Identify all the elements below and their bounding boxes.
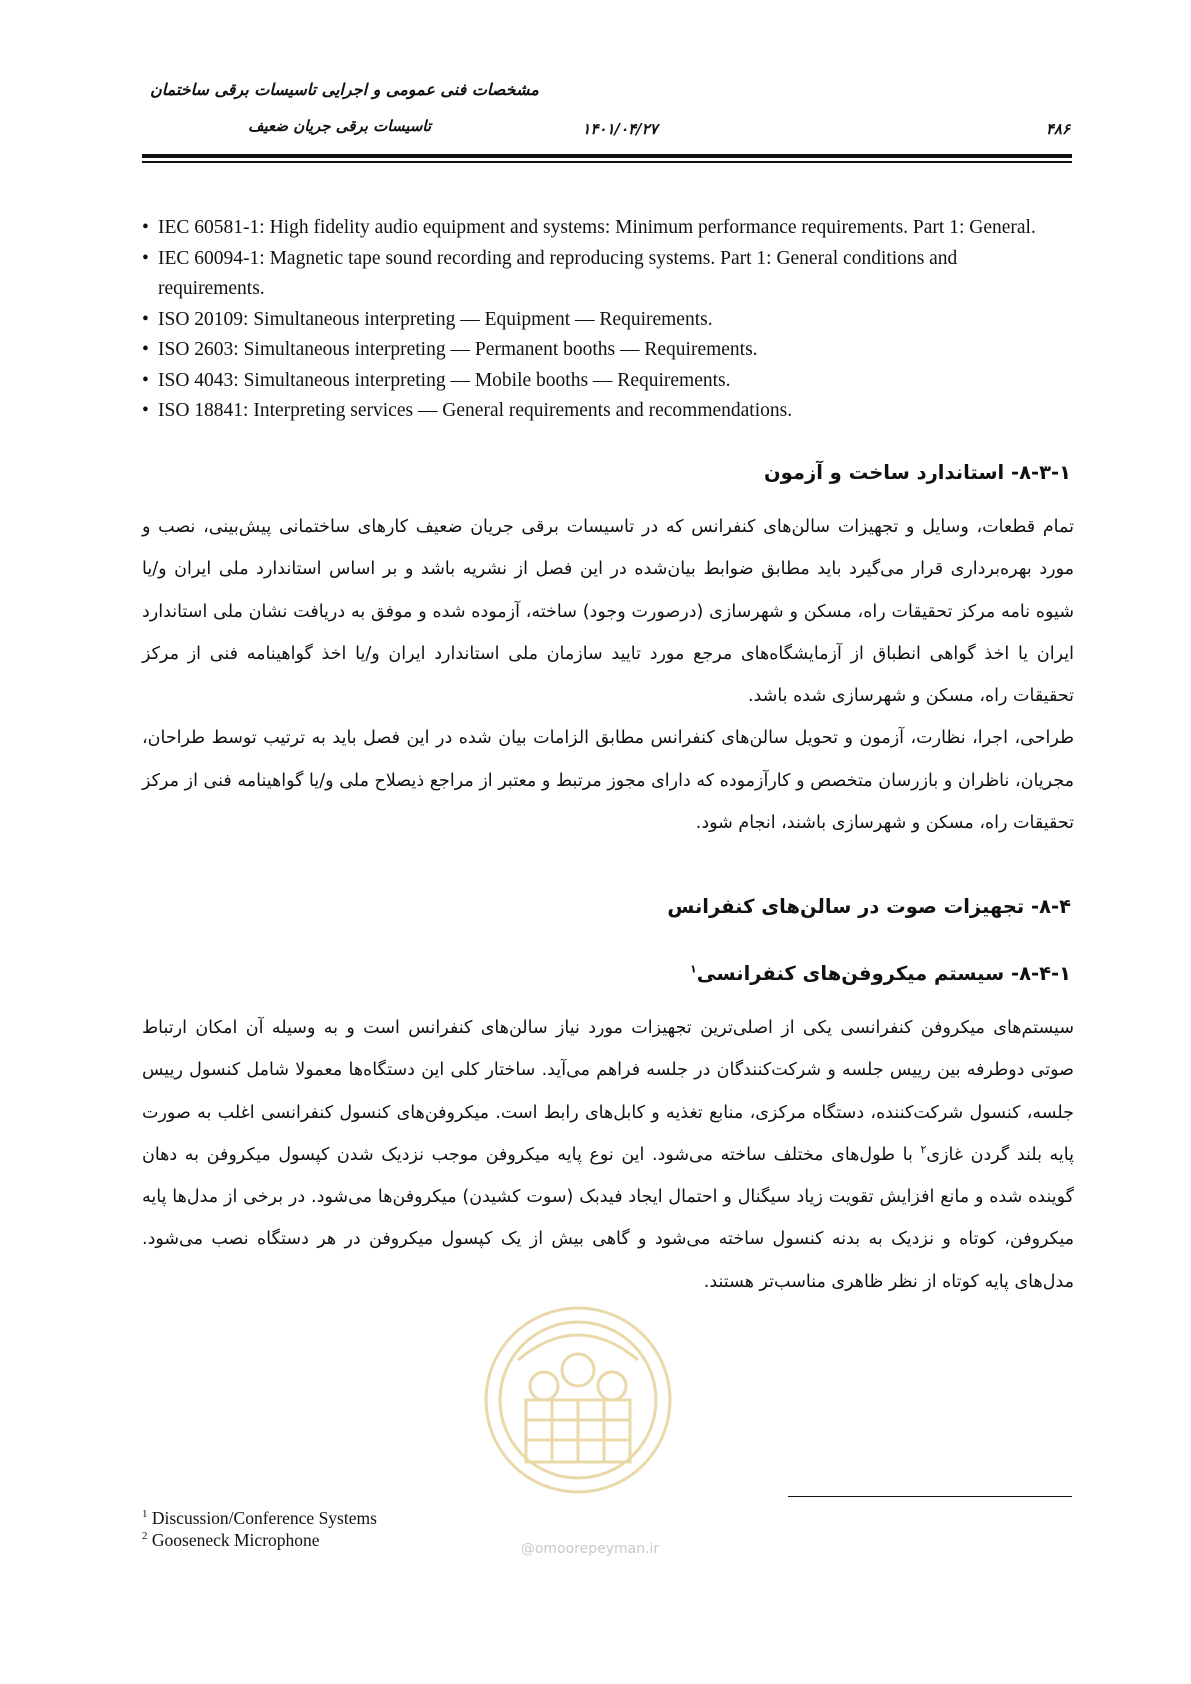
section-heading-8-4: ۸-۴- تجهیزات صوت در سالن‌های کنفرانس	[667, 895, 1071, 918]
reference-item: • ISO 2603: Simultaneous interpreting — Permanent booths — Requirements.	[142, 335, 1062, 366]
footnote-marker: ۱	[689, 962, 697, 976]
reference-item: • ISO 4043: Simultaneous interpreting — Mobile booths — Requirements.	[142, 366, 1062, 397]
footnote-number: 1	[142, 1508, 148, 1521]
header-rule-thick	[142, 154, 1072, 158]
watermark-text: @omoorepeyman.ir	[520, 1541, 660, 1557]
header-date: ۱۴۰۱/۰۴/۲۷	[582, 120, 658, 138]
running-header-title: مشخصات فنی عمومی و اجرایی تاسیسات برقی ساختمان	[150, 80, 539, 99]
footnote-text: Gooseneck Microphone	[151, 1530, 320, 1550]
footnote-number: 2	[142, 1530, 148, 1543]
reference-item: • IEC 60581-1: High fidelity audio equipment and systems: Minimum performance requirements. Part 1: General.	[142, 213, 1062, 244]
heading-text: ۸-۴-۱- سیستم میکروفن‌های کنفرانسی	[696, 962, 1071, 985]
paragraph-text: با طول‌های مختلف ساخته می‌شود. این نوع پایه میکروفن موجب نزدیک شدن کپسول میکروفن به دهان گوینده شده و مانع افزایش تقویت زیاد سیگنال و احتمال ایجاد فیدبک (سوت کشیدن) میکروفن‌ها می‌شود. در برخی از مدل‌ها پایه میکروفن، کوتاه و نزدیک به بدنه کنسول ساخته می‌شود و گاهی بیش از یک کپسول میکروفن در هر دستگاه نصب می‌شود. مدل‌های پایه کوتاه از نظر ظاهری مناسب‌تر هستند.	[142, 1144, 1074, 1292]
footnote-text: Discussion/Conference Systems	[151, 1508, 377, 1528]
section-8-3-1-body	[142, 506, 1074, 844]
paragraph-text: سیستم‌های میکروفن کنفرانسی یکی از اصلی‌ترین تجهیزات مورد نیاز سالن‌های کنفرانس است و به وسیله آن امکان ارتباط صوتی دوطرفه بین رییس جلسه و شرکت‌کنندگان در جلسه فراهم می‌آید. ساختار کلی این دستگاه‌ها معمولا شامل کنسول رییس جلسه، کنسول شرکت‌کننده، دستگاه مرکزی، منابع تغذیه و کابل‌های رابط است. میکروفن‌های کنسول کنفرانسی اغلب به صورت پایه بلند گردن غازی	[142, 1018, 1074, 1165]
paragraph: طراحی، اجرا، نظارت، آزمون و تحویل سالن‌های کنفرانس مطابق الزامات بیان شده در این فصل باید به ترتیب توسط طراحان، مجریان، ناظران و بازرسان متخصص و کارآزموده که دارای مجوز مرتبط و معتبر از مراجع ذیصلاح ملی و/یا گواهینامه فنی از مرکز تحقیقات راه، مسکن و شهرسازی باشند، انجام شود.	[142, 728, 1074, 834]
reference-item: • ISO 20109: Simultaneous interpreting — Equipment — Requirements.	[142, 305, 1062, 336]
page-number: ۴۸۶	[1045, 120, 1070, 138]
footnote-separator	[788, 1496, 1072, 1497]
reference-list	[142, 213, 1062, 427]
section-8-4-1-body	[142, 1007, 1074, 1303]
running-header-subtitle: تاسیسات برقی جریان ضعیف	[248, 117, 432, 135]
watermark-seal-icon	[478, 1290, 678, 1530]
paragraph	[142, 1007, 1074, 1303]
reference-item: • IEC 60094-1: Magnetic tape sound recording and reproducing systems. Part 1: General conditions and requirements.	[142, 244, 1062, 305]
footnote	[142, 1529, 742, 1551]
paragraph: تمام قطعات، وسایل و تجهیزات سالن‌های کنفرانس که در تاسیسات برقی جریان ضعیف کارهای ساختمانی پیش‌بینی، نصب و مورد بهره‌برداری قرار می‌گیرد باید مطابق ضوابط بیان‌شده در این فصل از نشریه باشد و بر اساس استاندارد ملی ایران و/یا شیوه نامه مرکز تحقیقات راه، مسکن و شهرسازی (درصورت وجود) ساخته، آزموده شده و موفق به دریافت نشان ملی استاندارد ایران یا اخذ گواهی انطباق از آزمایشگاه‌های مرجع مورد تایید سازمان ملی استاندارد ایران و/یا اخذ گواهینامه فنی از مرکز تحقیقات راه، مسکن و شهرسازی شده باشد.	[142, 517, 1074, 707]
footnote-marker: ۲	[920, 1143, 927, 1157]
reference-item: • ISO 18841: Interpreting services — General requirements and recommendations.	[142, 396, 1062, 427]
footnote	[142, 1507, 742, 1529]
header-rule-thin	[142, 161, 1072, 163]
section-heading-8-4-1	[690, 962, 1071, 985]
section-heading-8-3-1: ۸-۳-۱- استاندارد ساخت و آزمون	[764, 461, 1071, 484]
footnotes	[142, 1507, 742, 1551]
